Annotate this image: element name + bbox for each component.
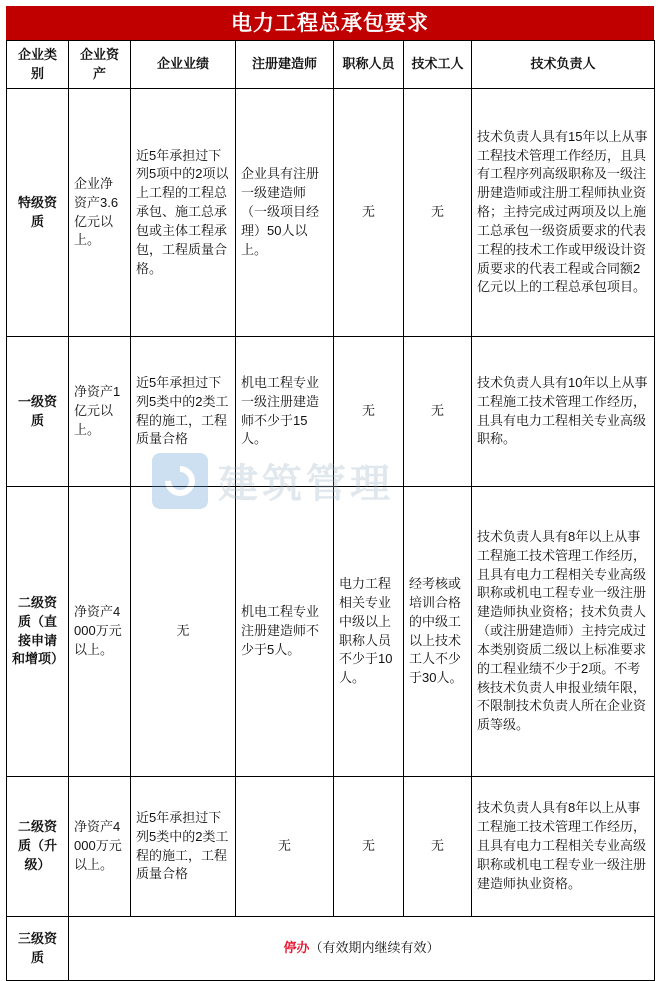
column-header-category: 企业类别	[7, 41, 69, 89]
column-header-registered-builder: 注册建造师	[236, 41, 334, 89]
watermark-text: 建筑管理	[218, 462, 394, 506]
row-category: 二级资质（直接申请和增项）	[7, 487, 69, 777]
row-registered-builder: 无	[236, 777, 334, 917]
status-badge: 停办	[283, 940, 310, 956]
table-row	[7, 89, 655, 337]
row-registered-builder: 机电工程专业注册建造师不少于5人。	[236, 487, 334, 777]
row-technical-workers: 无	[404, 777, 472, 917]
row-assets: 净资产4000万元以上。	[69, 487, 131, 777]
table-row	[7, 337, 655, 487]
row-performance: 近5年承担过下列5类中的2类工程的施工，工程质量合格	[131, 337, 236, 487]
row-technical-workers: 经考核或培训合格的中级工以上技术工人不少于30人。	[404, 487, 472, 777]
row-performance: 近5年承担过下列5项中的2项以上工程的工程总承包、施工总承包或主体工程承包，工程质量合格。	[131, 89, 236, 337]
table-row	[7, 487, 655, 777]
row-technical-lead: 技术负责人具有10年以上从事工程施工技术管理工作经历，且具有电力工程相关专业高级职称。	[472, 337, 655, 487]
row-title-staff: 无	[334, 89, 404, 337]
column-header-technical-workers: 技术工人	[404, 41, 472, 89]
row-technical-lead: 技术负责人具有8年以上从事工程施工技术管理工作经历，且具有电力工程相关专业高级职称或机电工程专业一级注册建造师执业资格。	[472, 777, 655, 917]
column-header-assets: 企业资产	[69, 41, 131, 89]
final-row-category: 三级资质	[7, 917, 69, 981]
row-registered-builder: 机电工程专业一级注册建造师不少于15人。	[236, 337, 334, 487]
row-category: 二级资质（升级）	[7, 777, 69, 917]
row-technical-workers: 无	[404, 89, 472, 337]
row-registered-builder: 企业具有注册一级建造师（一级项目经理）50人以上。	[236, 89, 334, 337]
column-header-title-staff: 职称人员	[334, 41, 404, 89]
table-row	[7, 777, 655, 917]
row-title-staff: 无	[334, 337, 404, 487]
table-row-final	[7, 917, 655, 981]
row-technical-workers: 无	[404, 337, 472, 487]
table-header-row	[7, 41, 655, 89]
row-assets: 净资产1亿元以上。	[69, 337, 131, 487]
row-assets: 企业净资产3.6亿元以上。	[69, 89, 131, 337]
row-performance: 无	[131, 487, 236, 777]
row-technical-lead: 技术负责人具有15年以上从事工程技术管理工作经历，且具有工程序列高级职称及一级注册建造师或注册工程师执业资格；主持完成过两项及以上施工总承包一级资质要求的代表工程的技术工作或甲级设计资质要求的代表工程或合同额2亿元以上的工程总承包项目。	[472, 89, 655, 337]
requirements-table	[6, 40, 655, 981]
column-header-performance: 企业业绩	[131, 41, 236, 89]
row-category: 一级资质	[7, 337, 69, 487]
final-row-status-cell	[69, 917, 655, 981]
final-row-note: （有效期内继续有效）	[309, 940, 440, 956]
column-header-technical-lead: 技术负责人	[472, 41, 655, 89]
row-performance: 近5年承担过下列5类中的2类工程的施工，工程质量合格	[131, 777, 236, 917]
row-assets: 净资产4000万元以上。	[69, 777, 131, 917]
document-title: 电力工程总承包要求	[6, 6, 654, 40]
row-title-staff: 电力工程相关专业中级以上职称人员不少于10人。	[334, 487, 404, 777]
row-category: 特级资质	[7, 89, 69, 337]
row-title-staff: 无	[334, 777, 404, 917]
row-technical-lead: 技术负责人具有8年以上从事工程施工技术管理工作经历，且具有电力工程相关专业高级职称或机电工程专业一级注册建造师执业资格；技术负责人（或注册建造师）主持完成过本类别资质二级以上标准要求的工程业绩不少于2项。不考核技术负责人申报业绩年限，不限制技术负责人所在企业资质等级。	[472, 487, 655, 777]
